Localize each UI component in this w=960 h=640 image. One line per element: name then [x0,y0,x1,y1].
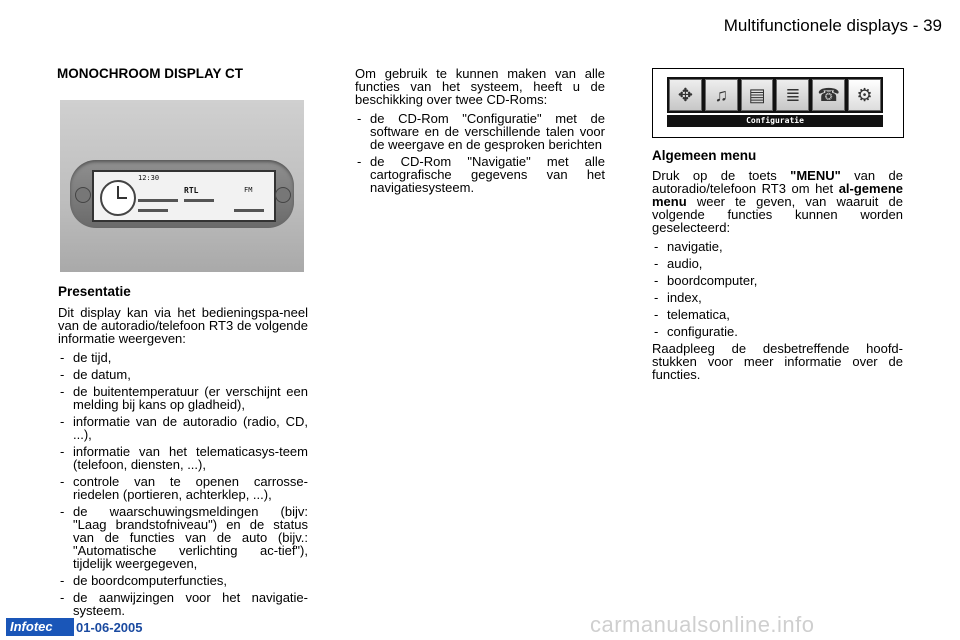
algemeen-menu-heading: Algemeen menu [652,148,757,163]
list-item: - boordcomputer, [652,274,903,287]
screen-station: RTL [184,186,199,195]
infotec-logo: Infotec [6,618,74,636]
list-item: - informatie van het telematicasys-teem (telefoon, diensten, ...), [58,445,308,471]
settings-icon: ⚙ [848,79,881,111]
algemeen-menu-intro: Druk op de toets "MENU" van de autoradio/telefoon RT3 om het al-gemene menu weer te geven, van waaruit de volgende functies kunnen worden geselecteerd: [652,168,903,235]
dashboard-panel [70,160,294,228]
section-heading: MONOCHROOM DISPLAY CT [57,66,244,81]
footer-date: 01-06-2005 [76,620,143,635]
cdrom-list [355,112,605,194]
presentatie-heading: Presentatie [58,284,131,299]
cdrom-intro: Om gebruik te kunnen maken van alle functies van het systeem, heeft u de beschikking over twee CD-Roms: [355,66,605,107]
list-item: - de CD-Rom "Configuratie" met de software en de verschillende talen voor de weergave en de gesproken berichten [355,112,605,151]
phone-icon: ☎ [812,79,845,111]
menu-functions-list [652,240,903,338]
clock-icon [100,180,136,216]
presentatie-intro: Dit display kan via het bedieningspa-neel van de autoradio/telefoon RT3 de volgende informatie weergeven: [58,305,308,346]
list-item: - informatie van de autoradio (radio, CD, ...), [58,415,308,441]
left-knob [75,187,91,203]
list-item: - configuratie. [652,325,903,338]
list-item: - de datum, [58,368,308,381]
list-item: - de boordcomputerfuncties, [58,574,308,587]
screen-unit: FM [244,186,253,194]
list-item: - telematica, [652,308,903,321]
index-icon: ≣ [776,79,809,111]
list-item: - index, [652,291,903,304]
display-photo [60,100,304,272]
list-item: - navigatie, [652,240,903,253]
list-item: - de tijd, [58,351,308,364]
navigation-icon: ✥ [669,79,702,111]
list-item: - controle van te openen carrosse-riedelen (portieren, achterklep, ...), [58,475,308,501]
presentatie-list [58,351,308,617]
configuration-screen [652,68,904,138]
list-item: - de CD-Rom "Navigatie" met alle cartografische gegevens van het navigatiesysteem. [355,155,605,194]
trip-computer-icon: ▤ [741,79,774,111]
list-item: - de aanwijzingen voor het navigatie-systeem. [58,591,308,617]
right-knob [275,187,291,203]
page-header: Multifunctionele displays - 39 [723,16,942,35]
menu-icon-row [667,77,883,113]
screen-time: 12:30 [138,174,160,182]
list-item: - de buitentemperatuur (er verschijnt een melding bij kans op gladheid), [58,385,308,411]
configuratie-label: Configuratie [667,115,883,127]
algemeen-menu-outro: Raadpleeg de desbetreffende hoofd-stukken voor meer informatie over de functies. [652,341,903,382]
list-item: - de waarschuwingsmeldingen (bijv: "Laag brandstofniveau") en de status van de functies van de auto (bijv.: "Automatische verlichting ac-tief"), tijdelijk weergegeven, [58,505,308,570]
audio-icon: ♫ [705,79,738,111]
list-item: - audio, [652,257,903,270]
monochrome-screen [92,170,276,222]
menu-key: "MENU" [790,168,841,183]
watermark: carmanualsonline.info [590,612,815,637]
